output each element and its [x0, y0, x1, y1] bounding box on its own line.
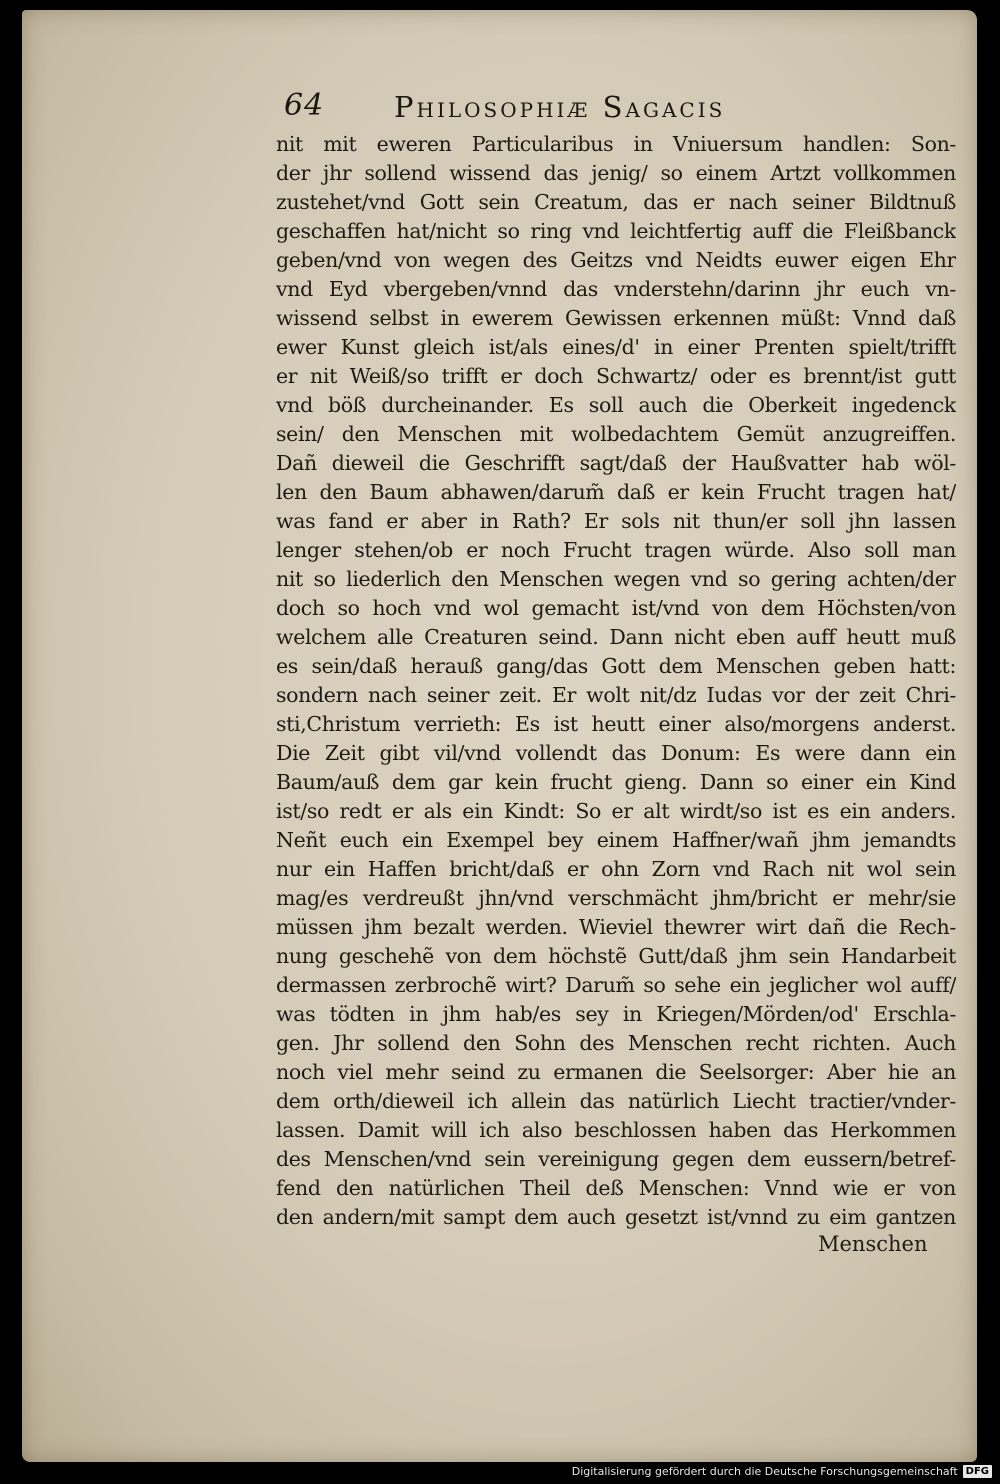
text-line: es sein/daß herauß gang/das Gott dem Menschen geben hatt: — [276, 654, 956, 678]
text-line: des Menschen/vnd sein vereinigung gegen dem eussern/betref- — [276, 1147, 956, 1171]
catchword: Menschen — [818, 1232, 928, 1256]
text-line: nur ein Haffen bricht/daß er ohn Zorn vnd Rach nit wol sein — [276, 857, 956, 881]
text-line: nit mit eweren Particularibus in Vniuersum handlen: Son- — [276, 132, 956, 156]
text-line: len den Baum abhawen/darum̃ daß er kein Frucht tragen hat/ — [276, 480, 956, 504]
text-line: lassen. Damit will ich also beschlossen haben das Herkommen — [276, 1118, 956, 1142]
body-text — [276, 130, 956, 1232]
page-header — [284, 88, 884, 128]
text-line: Neñt euch ein Exempel bey einem Haffner/wañ jhm jemandts — [276, 828, 956, 852]
text-line: nung geschehẽ von dem höchstẽ Gutt/daß jhm sein Handarbeit — [276, 944, 956, 968]
text-line: müssen jhm bezalt werden. Wieviel thewrer wirt dañ die Rech- — [276, 915, 956, 939]
text-line: Baum/auß dem gar kein frucht gieng. Dann so einer ein Kind — [276, 770, 956, 794]
text-line: welchem alle Creaturen seind. Dann nicht eben auff heutt muß — [276, 625, 956, 649]
text-line: noch viel mehr seind zu ermanen die Seelsorger: Aber hie an — [276, 1060, 956, 1084]
page-number: 64 — [284, 88, 325, 123]
dfg-logo: DFG — [963, 1465, 992, 1478]
text-line: was fand er aber in Rath? Er sols nit thun/er soll jhn lassen — [276, 509, 956, 533]
text-line: sondern nach seiner zeit. Er wolt nit/dz Iudas vor der zeit Chri- — [276, 683, 956, 707]
text-line: den andern/mit sampt dem auch gesetzt ist/vnnd zu eim gantzen — [276, 1205, 956, 1229]
text-line: lenger stehen/ob er noch Frucht tragen würde. Also soll man — [276, 538, 956, 562]
text-line: zustehet/vnd Gott sein Creatum, das er nach seiner Bildtnuß — [276, 190, 956, 214]
text-line: mag/es verdreußt jhn/vnd verschmächt jhm/bricht er mehr/sie — [276, 886, 956, 910]
text-line: doch so hoch vnd wol gemacht ist/vnd von dem Höchsten/von — [276, 596, 956, 620]
text-line: dermassen zerbrochẽ wirt? Darum̃ so sehe ein jeglicher wol auff/ — [276, 973, 956, 997]
text-line: der jhr sollend wissend das jenig/ so einem Artzt vollkommen — [276, 161, 956, 185]
credit-text: Digitalisierung gefördert durch die Deutsche Forschungsgemeinschaft — [571, 1465, 958, 1478]
text-line: nit so liederlich den Menschen wegen vnd so gering achten/der — [276, 567, 956, 591]
text-line: ewer Kunst gleich ist/als eines/d' in einer Prenten spielt/trifft — [276, 335, 956, 359]
text-line: was tödten in jhm hab/es sey in Kriegen/Mörden/od' Erschla- — [276, 1002, 956, 1026]
digitization-credit — [572, 1465, 992, 1478]
text-line: geschaffen hat/nicht so ring vnd leichtfertig auff die Fleißbanck — [276, 219, 956, 243]
text-line: er nit Weiß/so trifft er doch Schwartz/ oder es brennt/ist gutt — [276, 364, 956, 388]
running-title: Philosophiæ Sagacis — [394, 90, 726, 124]
text-line: sti,Christum verrieth: Es ist heutt einer also/morgens anderst. — [276, 712, 956, 736]
text-line: vnd böß durcheinander. Es soll auch die Oberkeit ingedenck — [276, 393, 956, 417]
text-line: vnd Eyd vbergeben/vnnd das vnderstehn/darinn jhr euch vn- — [276, 277, 956, 301]
text-line: sein/ den Menschen mit wolbedachtem Gemüt anzugreiffen. — [276, 422, 956, 446]
text-line: fend den natürlichen Theil deß Menschen: Vnnd wie er von — [276, 1176, 956, 1200]
text-line: geben/vnd von wegen des Geitzs vnd Neidts euwer eigen Ehr — [276, 248, 956, 272]
text-line: Dañ dieweil die Geschrifft sagt/daß der Haußvatter hab wöl- — [276, 451, 956, 475]
text-line: dem orth/dieweil ich allein das natürlich Liecht tractier/vnder- — [276, 1089, 956, 1113]
text-line: wissend selbst in ewerem Gewissen erkennen müßt: Vnnd daß — [276, 306, 956, 330]
text-line: gen. Jhr sollend den Sohn des Menschen recht richten. Auch — [276, 1031, 956, 1055]
text-line: ist/so redt er als ein Kindt: So er alt wirdt/so ist es ein anders. — [276, 799, 956, 823]
text-line: Die Zeit gibt vil/vnd vollendt das Donum: Es were dann ein — [276, 741, 956, 765]
